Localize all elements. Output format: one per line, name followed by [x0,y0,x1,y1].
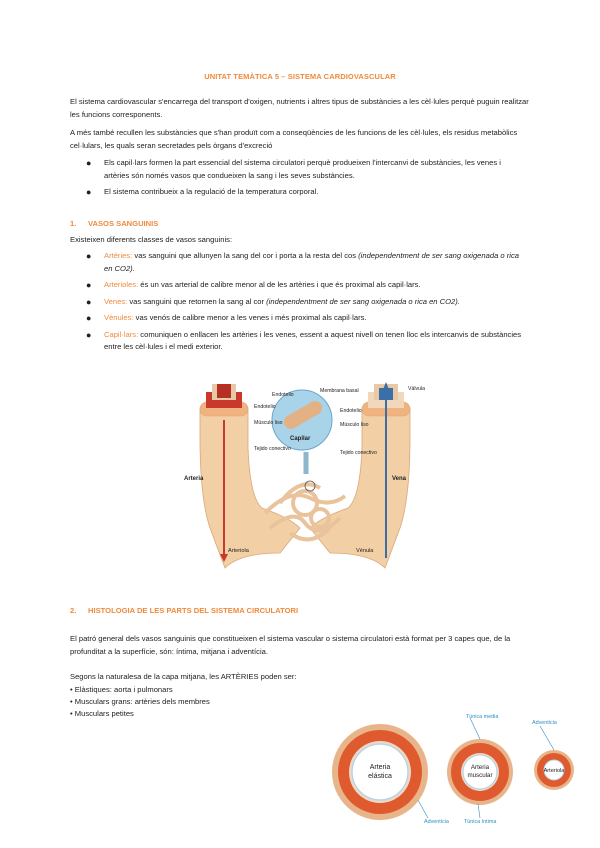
label-adventicia-top: Adventicia [532,720,557,726]
section1-lead: Existeixen diferents classes de vasos sanguinis: [70,235,233,244]
label-musculo-right: Músculo liso [340,422,369,428]
label-venula: Vénula [356,548,374,554]
label-arteria-muscular-2: muscular [467,772,493,779]
list-item: ● El sistema contribueix a la regulació de la temperatura corporal. [86,187,319,197]
section2-paragraph-2: Segons la naturalesa de la capa mitjana, les ARTÈRIES poden ser: [70,672,297,681]
vessel-type-list [84,250,524,358]
label-tejido-left: Tejido conectivo [254,446,291,452]
label-arteria: Arteria [184,476,204,482]
list-item: • Musculars grans: artèries dels membres [70,697,210,706]
section2-paragraph-1: El patró general dels vasos sanguinis que constitueixen el sistema vascular o sistema circulatori està format per 3 capes que, de la profunditat a la superfície, són: íntima, mitjana i adventícia. [70,634,511,656]
list-item: ● Capil·lars: comuniquen o enllacen les artèries i les venes, essent a aquest nivell on tenen lloc els intercanvis de substàncies entre les cèl·lules i el medi exterior. [86,329,522,351]
intro-bullet-list [84,157,524,203]
bullet-icon: ● [86,158,92,168]
page-title: UNITAT TEMÀTICA 5 – SISTEMA CARDIOVASCULAR [204,72,396,81]
label-membrana-basal: Membrana basal [320,388,359,394]
label-capilar: Capilar [290,436,311,442]
intro-paragraph-2: A més també recullen les substàncies que s'han produït com a conseqüències de les funcions de les cèl·lules, els residus metabòlics cel·lulars, les quals seran secretades pels òrgans d'excreció [70,128,518,150]
label-tunica-media: Túnica media [466,714,499,720]
blood-vessels-figure [170,378,440,578]
bullet-icon: ● [86,280,92,290]
label-arteriola: Arteriola [228,548,249,554]
list-item: • Elàstiques: aorta i pulmonars [70,685,173,694]
label-endotelio-right: Endotelio [340,408,362,414]
label-tunica-intima: Túnica íntima [464,819,497,824]
label-valvula: Válvula [408,386,426,392]
list-item: ● Vènules: vas venós de calibre menor a les venes i més proximal als capil·lars. [86,313,367,323]
list-item: ● Els capil·lars formen la part essencial del sistema circulatori perquè produeixen l'intercanvi de substàncies, les venes i artèries són només vasos que condueixen la sang i les seves substàncies. [86,158,501,180]
label-vena: Vena [392,476,407,482]
bullet-icon: ● [86,313,92,323]
section-heading-vasos: 1. VASOS SANGUINIS [70,219,159,228]
intro-paragraph-1: El sistema cardiovascular s'encarrega del transport d'oxigen, nutrients i altres tipus de substàncies a les cèl·lules perquè puguin realitzar les funcions corresponents. [70,97,529,119]
label-endotelio-capilar: Endotelio [272,392,294,398]
elastic-artery-section [332,724,428,820]
label-endotelio-left: Endotelio [254,404,276,410]
bullet-icon: ● [86,329,92,340]
list-item: ● Artèries: vas sanguini que allunyen la sang del cor i porta a la resta del cos (independentment de ser sang oxigenada o rica en CO2). [86,251,519,273]
list-item: ● Arterioles: és un vas arterial de calibre menor al de les artèries i que és proximal als capil·lars. [86,280,421,290]
label-tejido-right: Tejido conectivo [340,450,377,456]
section-heading-histologia: 2. HISTOLOGIA DE LES PARTS DEL SISTEMA CIRCULATORI [70,606,299,615]
bullet-icon: ● [86,251,92,261]
bullet-icon: ● [86,296,92,307]
label-arteria-elastica-1: Arteria [369,764,391,771]
bullet-icon: ● [86,187,92,197]
label-arteriola-section: Arteriola [543,768,565,774]
list-item: ● Venes: vas sanguini que retornen la sang al cor (independentment de ser sang oxigenada o rica en CO2). [86,296,460,307]
label-adventicia-bottom: Adventicia [424,819,449,824]
label-arteria-elastica-2: elástica [368,773,392,780]
list-item: • Musculars petites [70,709,134,718]
label-arteria-muscular-1: Arteria [470,764,490,771]
artery-types-figure [318,712,580,824]
label-musculo-left: Músculo liso [254,420,283,426]
